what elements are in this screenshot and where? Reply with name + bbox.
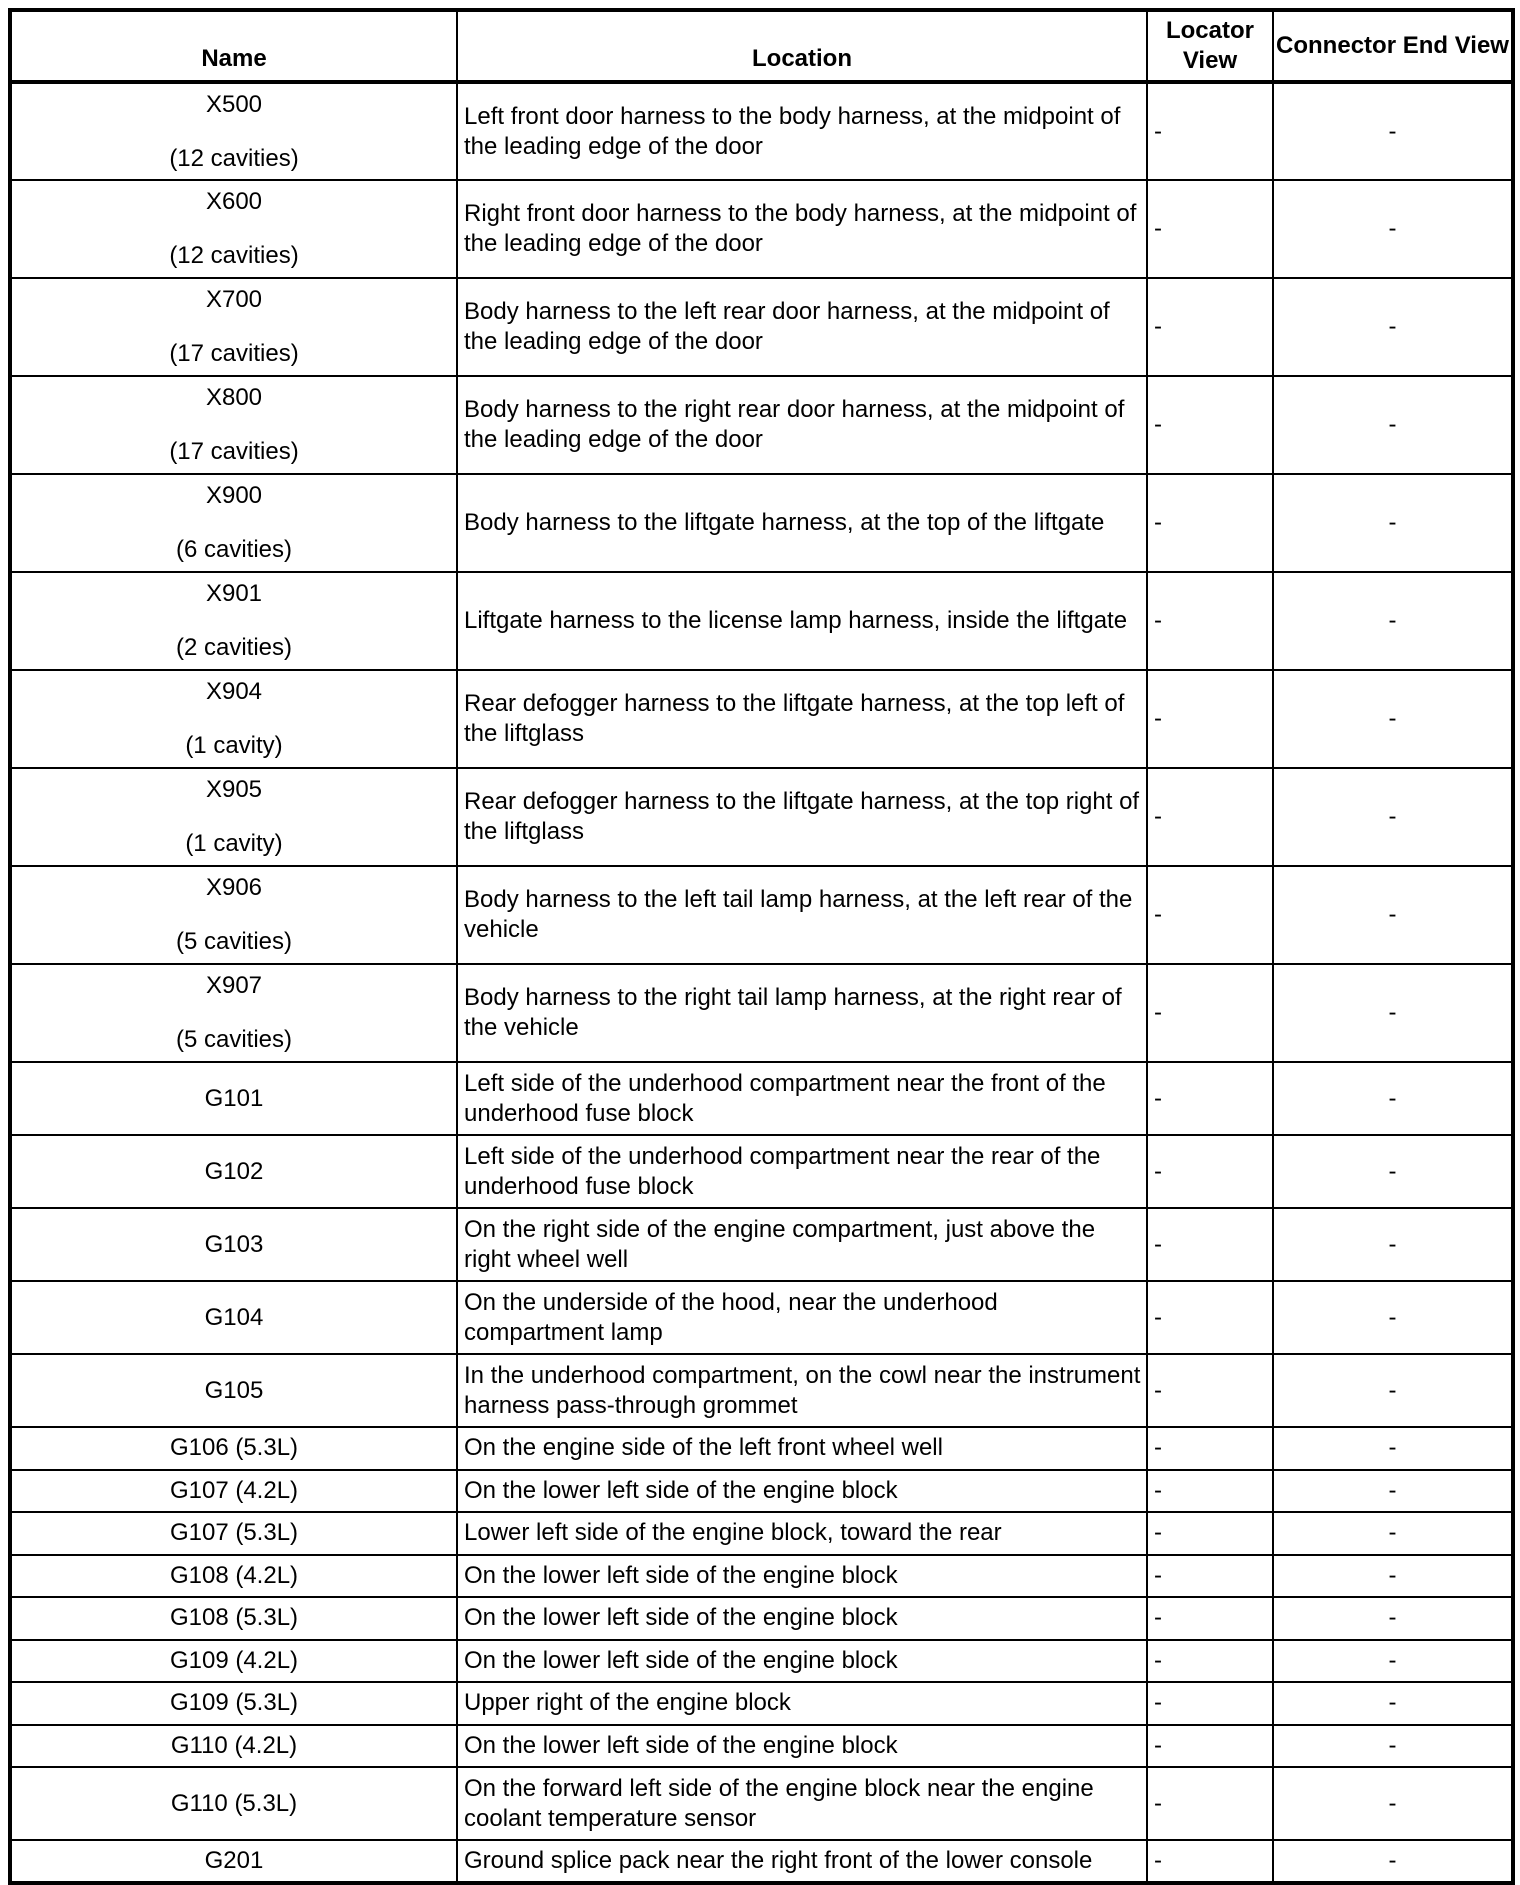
table-row bbox=[10, 1725, 1513, 1768]
table-row bbox=[10, 1135, 1513, 1208]
locator-view-cell: - bbox=[1147, 1725, 1273, 1768]
locator-view-cell: - bbox=[1147, 1682, 1273, 1725]
locator-view-cell: - bbox=[1147, 768, 1273, 866]
table-row bbox=[10, 1767, 1513, 1840]
connector-end-view-cell: - bbox=[1273, 964, 1513, 1062]
connector-name-cell bbox=[10, 1427, 457, 1470]
connector-end-view-cell: - bbox=[1273, 866, 1513, 964]
location-cell: Body harness to the liftgate harness, at the top of the liftgate bbox=[457, 474, 1147, 572]
connector-name-cell bbox=[10, 1597, 457, 1640]
table-row bbox=[10, 670, 1513, 768]
connector-end-view-cell: - bbox=[1273, 1597, 1513, 1640]
location-cell: On the lower left side of the engine block bbox=[457, 1725, 1147, 1768]
connector-name: X906 bbox=[205, 874, 263, 901]
connector-name-cell bbox=[10, 180, 457, 278]
connector-name: G101 bbox=[204, 1084, 264, 1112]
cavity-count: (17 cavities) bbox=[169, 340, 299, 367]
connector-name-cell bbox=[10, 1470, 457, 1513]
location-cell: Left side of the underhood compartment near the rear of the underhood fuse block bbox=[457, 1135, 1147, 1208]
locator-view-cell: - bbox=[1147, 1354, 1273, 1427]
connector-end-view-cell: - bbox=[1273, 278, 1513, 376]
connector-name-cell bbox=[10, 474, 457, 572]
connector-name: G104 bbox=[204, 1303, 264, 1331]
connector-name: G109 (5.3L) bbox=[169, 1689, 299, 1717]
connector-name: G108 (4.2L) bbox=[169, 1561, 299, 1589]
connector-name: X905 bbox=[205, 776, 263, 803]
table-row bbox=[10, 866, 1513, 964]
header-locator-view: Locator View bbox=[1147, 10, 1273, 82]
locator-view-cell: - bbox=[1147, 278, 1273, 376]
connector-location-table bbox=[8, 8, 1515, 1885]
header-connector-end-view: Connector End View bbox=[1273, 10, 1513, 82]
table-row bbox=[10, 1640, 1513, 1683]
cavity-count: (1 cavity) bbox=[185, 830, 283, 857]
locator-view-cell: - bbox=[1147, 1208, 1273, 1281]
location-cell: Body harness to the left tail lamp harness, at the left rear of the vehicle bbox=[457, 866, 1147, 964]
locator-view-cell: - bbox=[1147, 1135, 1273, 1208]
connector-end-view-cell: - bbox=[1273, 1281, 1513, 1354]
location-cell: Rear defogger harness to the liftgate harness, at the top left of the liftglass bbox=[457, 670, 1147, 768]
location-cell: Body harness to the right rear door harness, at the midpoint of the leading edge of the door bbox=[457, 376, 1147, 474]
header-name: Name bbox=[10, 10, 457, 82]
connector-end-view-cell: - bbox=[1273, 376, 1513, 474]
table-row bbox=[10, 474, 1513, 572]
table-row bbox=[10, 1208, 1513, 1281]
header-location: Location bbox=[457, 10, 1147, 82]
locator-view-cell: - bbox=[1147, 1640, 1273, 1683]
connector-name-cell bbox=[10, 1354, 457, 1427]
connector-name-cell bbox=[10, 572, 457, 670]
location-cell: Rear defogger harness to the liftgate harness, at the top right of the liftglass bbox=[457, 768, 1147, 866]
locator-view-cell: - bbox=[1147, 1597, 1273, 1640]
table-row bbox=[10, 1682, 1513, 1725]
connector-end-view-cell: - bbox=[1273, 1640, 1513, 1683]
connector-name: G110 (4.2L) bbox=[170, 1731, 298, 1759]
table-row bbox=[10, 1470, 1513, 1513]
connector-name: X907 bbox=[205, 972, 263, 999]
connector-name: X500 bbox=[205, 90, 263, 118]
connector-end-view-cell: - bbox=[1273, 572, 1513, 670]
location-cell: Liftgate harness to the license lamp harness, inside the liftgate bbox=[457, 572, 1147, 670]
connector-name-cell bbox=[10, 278, 457, 376]
connector-name-cell bbox=[10, 1840, 457, 1883]
location-cell: Right front door harness to the body harness, at the midpoint of the leading edge of the door bbox=[457, 180, 1147, 278]
location-cell: Lower left side of the engine block, toward the rear bbox=[457, 1512, 1147, 1555]
connector-end-view-cell: - bbox=[1273, 670, 1513, 768]
connector-end-view-cell: - bbox=[1273, 768, 1513, 866]
locator-view-cell: - bbox=[1147, 376, 1273, 474]
table-row bbox=[10, 82, 1513, 180]
connector-end-view-cell: - bbox=[1273, 1725, 1513, 1768]
locator-view-cell: - bbox=[1147, 180, 1273, 278]
location-cell: Ground splice pack near the right front of the lower console bbox=[457, 1840, 1147, 1883]
connector-name: G109 (4.2L) bbox=[169, 1646, 299, 1674]
connector-name: X900 bbox=[205, 482, 263, 509]
connector-name-cell bbox=[10, 1767, 457, 1840]
locator-view-cell: - bbox=[1147, 1470, 1273, 1513]
connector-end-view-cell: - bbox=[1273, 1555, 1513, 1598]
table-row bbox=[10, 180, 1513, 278]
connector-name: G102 bbox=[204, 1157, 264, 1185]
connector-name: X800 bbox=[205, 384, 263, 411]
connector-name: G105 bbox=[204, 1376, 264, 1404]
connector-name-cell bbox=[10, 1281, 457, 1354]
connector-name-cell bbox=[10, 1208, 457, 1281]
connector-name-cell bbox=[10, 1135, 457, 1208]
connector-name-cell bbox=[10, 670, 457, 768]
header-row bbox=[10, 10, 1513, 82]
connector-name: G103 bbox=[204, 1230, 264, 1258]
cavity-count: (5 cavities) bbox=[175, 928, 293, 955]
location-cell: On the lower left side of the engine block bbox=[457, 1597, 1147, 1640]
locator-view-cell: - bbox=[1147, 474, 1273, 572]
locator-view-cell: - bbox=[1147, 964, 1273, 1062]
connector-name: G106 (5.3L) bbox=[169, 1434, 299, 1462]
table-row bbox=[10, 376, 1513, 474]
table-row bbox=[10, 1512, 1513, 1555]
connector-name-cell bbox=[10, 1512, 457, 1555]
connector-name-cell bbox=[10, 1682, 457, 1725]
location-cell: On the lower left side of the engine block bbox=[457, 1470, 1147, 1513]
connector-name: G107 (5.3L) bbox=[169, 1519, 299, 1547]
table-row bbox=[10, 1281, 1513, 1354]
locator-view-cell: - bbox=[1147, 1555, 1273, 1598]
connector-end-view-cell: - bbox=[1273, 1062, 1513, 1135]
connector-name-cell bbox=[10, 964, 457, 1062]
location-cell: On the lower left side of the engine block bbox=[457, 1555, 1147, 1598]
table-row bbox=[10, 1597, 1513, 1640]
cavity-count: (17 cavities) bbox=[169, 438, 299, 465]
locator-view-cell: - bbox=[1147, 1512, 1273, 1555]
location-cell: Body harness to the left rear door harness, at the midpoint of the leading edge of the door bbox=[457, 278, 1147, 376]
connector-name: G107 (4.2L) bbox=[169, 1476, 299, 1504]
locator-view-cell: - bbox=[1147, 1840, 1273, 1883]
connector-name-cell bbox=[10, 866, 457, 964]
connector-name: X904 bbox=[205, 678, 263, 705]
table-row bbox=[10, 1062, 1513, 1135]
connector-end-view-cell: - bbox=[1273, 474, 1513, 572]
connector-end-view-cell: - bbox=[1273, 1208, 1513, 1281]
table-row bbox=[10, 964, 1513, 1062]
location-cell: Left side of the underhood compartment near the front of the underhood fuse block bbox=[457, 1062, 1147, 1135]
locator-view-cell: - bbox=[1147, 866, 1273, 964]
location-cell: On the underside of the hood, near the underhood compartment lamp bbox=[457, 1281, 1147, 1354]
location-cell: Left front door harness to the body harness, at the midpoint of the leading edge of the door bbox=[457, 82, 1147, 180]
table-row bbox=[10, 1555, 1513, 1598]
connector-name: G201 bbox=[204, 1846, 264, 1874]
locator-view-cell: - bbox=[1147, 1062, 1273, 1135]
connector-name-cell bbox=[10, 1555, 457, 1598]
connector-name-cell bbox=[10, 1640, 457, 1683]
connector-name: X600 bbox=[205, 188, 263, 215]
location-cell: On the engine side of the left front wheel well bbox=[457, 1427, 1147, 1470]
connector-name: G108 (5.3L) bbox=[169, 1604, 299, 1632]
connector-end-view-cell: - bbox=[1273, 180, 1513, 278]
cavity-count: (2 cavities) bbox=[175, 634, 293, 661]
cavity-count: (1 cavity) bbox=[185, 732, 283, 759]
connector-end-view-cell: - bbox=[1273, 1135, 1513, 1208]
connector-name-cell bbox=[10, 768, 457, 866]
table-row bbox=[10, 1427, 1513, 1470]
connector-name: G110 (5.3L) bbox=[170, 1789, 298, 1817]
cavity-count: (5 cavities) bbox=[175, 1026, 293, 1053]
table-row bbox=[10, 1840, 1513, 1883]
locator-view-cell: - bbox=[1147, 1767, 1273, 1840]
table-body bbox=[10, 82, 1513, 1883]
connector-name: X901 bbox=[205, 580, 263, 607]
table-row bbox=[10, 1354, 1513, 1427]
location-cell: Upper right of the engine block bbox=[457, 1682, 1147, 1725]
locator-view-cell: - bbox=[1147, 670, 1273, 768]
cavity-count: (6 cavities) bbox=[175, 536, 293, 563]
connector-name: X700 bbox=[205, 286, 263, 313]
locator-view-cell: - bbox=[1147, 82, 1273, 180]
table-row bbox=[10, 572, 1513, 670]
table-row bbox=[10, 278, 1513, 376]
location-cell: On the lower left side of the engine block bbox=[457, 1640, 1147, 1683]
connector-name-cell bbox=[10, 82, 457, 180]
connector-end-view-cell: - bbox=[1273, 1682, 1513, 1725]
connector-end-view-cell: - bbox=[1273, 1512, 1513, 1555]
connector-name-cell bbox=[10, 376, 457, 474]
location-cell: Body harness to the right tail lamp harness, at the right rear of the vehicle bbox=[457, 964, 1147, 1062]
locator-view-cell: - bbox=[1147, 572, 1273, 670]
connector-end-view-cell: - bbox=[1273, 1354, 1513, 1427]
locator-view-cell: - bbox=[1147, 1427, 1273, 1470]
connector-end-view-cell: - bbox=[1273, 1470, 1513, 1513]
location-cell: In the underhood compartment, on the cowl near the instrument harness pass-through grommet bbox=[457, 1354, 1147, 1427]
connector-end-view-cell: - bbox=[1273, 1840, 1513, 1883]
cavity-count: (12 cavities) bbox=[169, 144, 299, 172]
cavity-count: (12 cavities) bbox=[169, 242, 299, 269]
connector-name-cell bbox=[10, 1062, 457, 1135]
location-cell: On the forward left side of the engine block near the engine coolant temperature sensor bbox=[457, 1767, 1147, 1840]
table-row bbox=[10, 768, 1513, 866]
connector-end-view-cell: - bbox=[1273, 1427, 1513, 1470]
connector-name-cell bbox=[10, 1725, 457, 1768]
connector-end-view-cell: - bbox=[1273, 1767, 1513, 1840]
locator-view-cell: - bbox=[1147, 1281, 1273, 1354]
connector-end-view-cell: - bbox=[1273, 82, 1513, 180]
location-cell: On the right side of the engine compartment, just above the right wheel well bbox=[457, 1208, 1147, 1281]
